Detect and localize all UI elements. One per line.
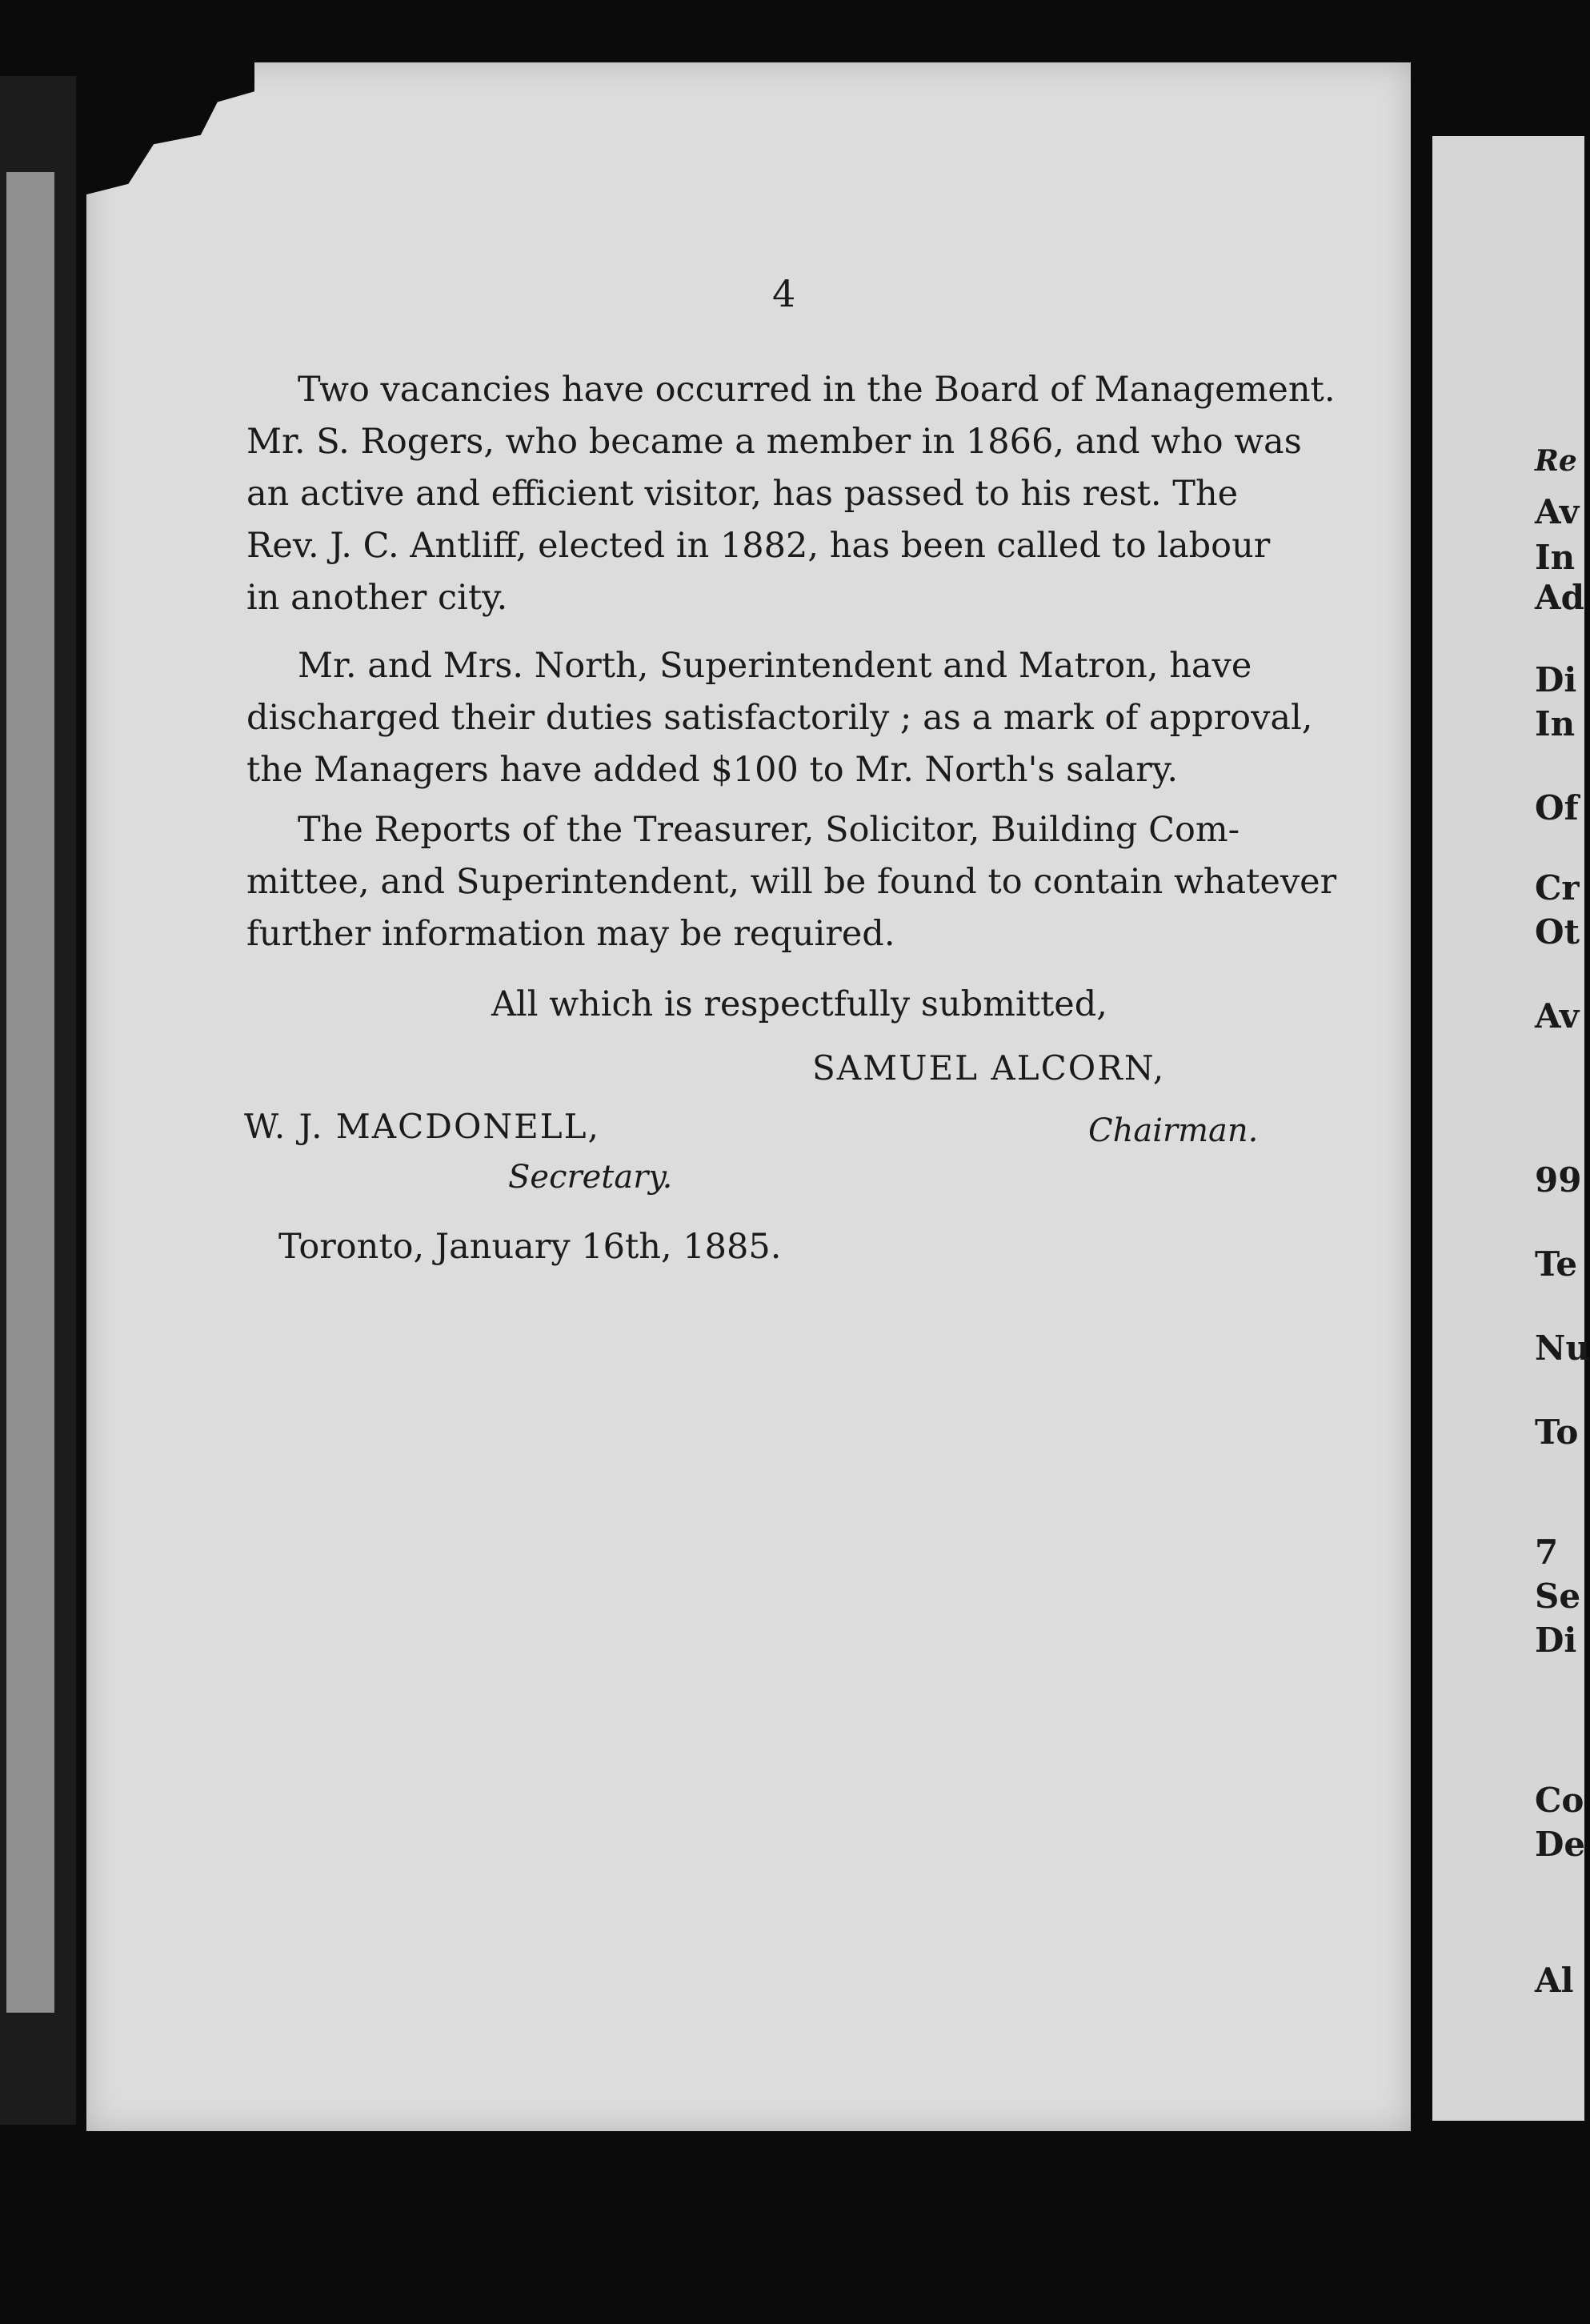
text-line: Rev. J. C. Antliff, elected in 1882, has been called to labour — [246, 526, 1271, 566]
facing-fragment: Cr — [1535, 868, 1580, 908]
left-page-sliver — [6, 172, 54, 2013]
paragraph-reports — [246, 804, 1337, 960]
facing-fragment: Se — [1535, 1577, 1581, 1616]
text-line: further information may be required. — [246, 914, 895, 954]
text-line: the Managers have added $100 to Mr. North's salary. — [246, 750, 1179, 790]
facing-fragment: Co — [1535, 1781, 1584, 1820]
facing-fragment: In — [1535, 704, 1576, 743]
facing-fragment: 7 — [1535, 1533, 1559, 1572]
facing-fragment: De — [1535, 1825, 1586, 1864]
facing-fragment: 99 — [1535, 1160, 1582, 1200]
paragraph-vacancies — [246, 364, 1336, 624]
facing-fragment: Di — [1535, 1621, 1577, 1660]
torn-corner — [86, 62, 254, 194]
text-line: an active and efficient visitor, has passed to his rest. The — [246, 474, 1239, 514]
closing-line: All which is respectfully submitted, — [491, 984, 1107, 1024]
facing-fragment: To — [1535, 1412, 1579, 1452]
chairman-name: SAMUEL ALCORN, — [812, 1048, 1166, 1088]
paragraph-superintendent — [246, 640, 1315, 796]
text-line: Mr. and Mrs. North, Superintendent and Matron, have — [298, 646, 1252, 686]
text-line: The Reports of the Treasurer, Solicitor, Building Com- — [298, 810, 1240, 850]
secretary-name: W. J. MACDONELL, — [244, 1107, 600, 1146]
facing-page-text — [1535, 0, 1590, 2324]
facing-fragment: Ot — [1535, 912, 1580, 952]
text-line: Two vacancies have occurred in the Board of Management. — [298, 370, 1336, 410]
facing-fragment: Nu — [1535, 1328, 1590, 1368]
text-line: mittee, and Superintendent, will be found to contain whatever — [246, 862, 1337, 902]
facing-fragment: In — [1535, 538, 1576, 577]
facing-fragment: Al — [1535, 1961, 1574, 2000]
text-line: Mr. S. Rogers, who became a member in 1866, and who was — [246, 422, 1302, 462]
left-page-edge — [0, 76, 76, 2125]
secretary-title: Secretary. — [508, 1159, 673, 1196]
facing-fragment: Av — [1535, 492, 1580, 531]
text-line: in another city. — [246, 578, 508, 618]
text-line: discharged their duties satisfactorily ; as a mark of approval, — [246, 698, 1313, 738]
place-date: Toronto, January 16th, 1885. — [278, 1227, 782, 1267]
facing-fragment: Of — [1535, 788, 1579, 827]
facing-fragment: Ad — [1535, 578, 1584, 617]
chairman-title: Chairman. — [1088, 1112, 1259, 1149]
facing-fragment: Di — [1535, 660, 1577, 699]
facing-fragment: Re — [1535, 444, 1577, 478]
page-number: 4 — [772, 272, 796, 315]
facing-fragment: Te — [1535, 1244, 1578, 1284]
facing-fragment: Av — [1535, 996, 1580, 1036]
